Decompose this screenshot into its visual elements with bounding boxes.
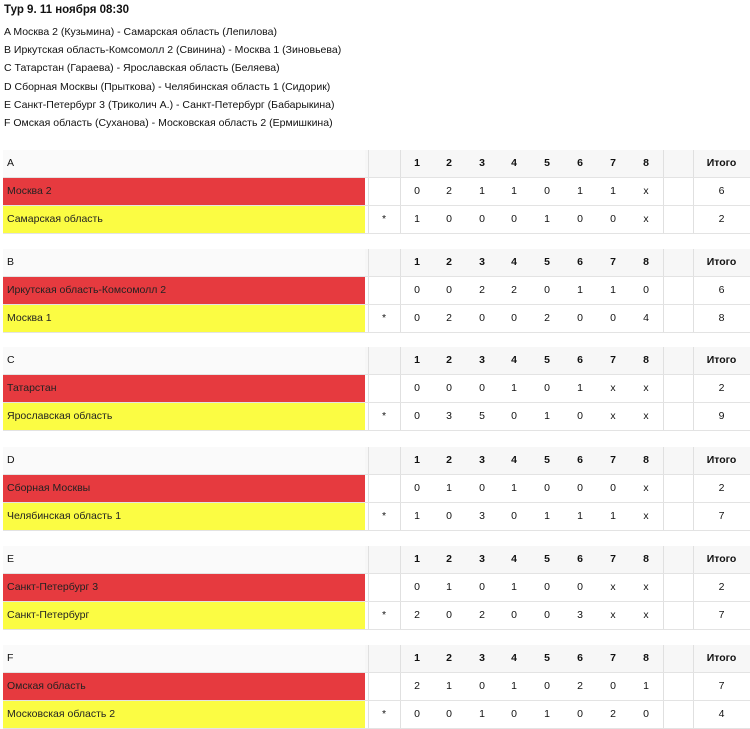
- end-score-3: 0: [479, 680, 485, 692]
- team-row: [3, 403, 750, 431]
- end-score-2: 0: [446, 213, 452, 225]
- end-score-3: 0: [479, 382, 485, 394]
- total-header: Итого: [706, 652, 737, 664]
- cell-divider: [663, 305, 664, 332]
- column-header-6: 6: [577, 157, 583, 169]
- column-header-4: 4: [511, 652, 517, 664]
- cell-divider: [693, 602, 694, 629]
- game-line-a: A Москва 2 (Кузьмина) - Самарская область (Лепилова): [4, 26, 277, 38]
- end-score-5: 1: [544, 213, 550, 225]
- cell-divider: [693, 249, 694, 276]
- column-header-4: 4: [511, 354, 517, 366]
- cell-divider: [368, 277, 369, 304]
- end-score-6: 1: [577, 284, 583, 296]
- cell-divider: [368, 375, 369, 402]
- hammer-marker: *: [381, 609, 387, 621]
- end-score-5: 0: [544, 185, 550, 197]
- cell-divider: [693, 574, 694, 601]
- cell-divider: [693, 475, 694, 502]
- column-header-3: 3: [479, 256, 485, 268]
- end-score-6: 3: [577, 609, 583, 621]
- column-header-7: 7: [610, 553, 616, 565]
- team-row: [3, 574, 750, 602]
- hammer-marker: *: [381, 312, 387, 324]
- cell-divider: [663, 150, 664, 177]
- cell-divider: [693, 701, 694, 728]
- cell-divider: [400, 475, 401, 502]
- score-board-e: [3, 546, 750, 630]
- cell-divider: [368, 602, 369, 629]
- end-score-8: 1: [643, 680, 649, 692]
- end-score-7: 0: [610, 482, 616, 494]
- board-label: F: [3, 645, 365, 672]
- team-name: Московская область 2: [3, 701, 365, 728]
- column-header-5: 5: [544, 553, 550, 565]
- end-score-7: 1: [610, 510, 616, 522]
- cell-divider: [400, 546, 401, 573]
- end-score-4: 1: [511, 680, 517, 692]
- end-score-2: 2: [446, 185, 452, 197]
- cell-divider: [663, 475, 664, 502]
- end-score-6: 0: [577, 410, 583, 422]
- cell-divider: [400, 701, 401, 728]
- team-row: [3, 701, 750, 729]
- column-header-1: 1: [414, 652, 420, 664]
- board-label: B: [3, 249, 365, 276]
- round-title: Тур 9. 11 ноября 08:30: [4, 4, 130, 16]
- end-score-1: 0: [414, 382, 420, 394]
- end-score-1: 1: [414, 213, 420, 225]
- team-total: 7: [718, 510, 725, 522]
- cell-divider: [368, 645, 369, 672]
- team-name: Ярославская область: [3, 403, 365, 430]
- cell-divider: [400, 403, 401, 430]
- column-header-3: 3: [479, 652, 485, 664]
- cell-divider: [663, 673, 664, 700]
- end-score-4: 1: [511, 185, 517, 197]
- team-name: Омская область: [3, 673, 365, 700]
- team-total: 7: [718, 680, 725, 692]
- column-header-8: 8: [643, 354, 649, 366]
- team-total: 2: [718, 213, 725, 225]
- cell-divider: [400, 574, 401, 601]
- end-score-6: 2: [577, 680, 583, 692]
- column-header-6: 6: [577, 454, 583, 466]
- hammer-marker: [369, 574, 399, 601]
- end-score-8: 0: [643, 284, 649, 296]
- cell-divider: [400, 503, 401, 530]
- score-board-d: [3, 447, 750, 531]
- column-header-7: 7: [610, 454, 616, 466]
- total-header: Итого: [706, 553, 737, 565]
- hammer-marker: [369, 673, 399, 700]
- team-name: Челябинская область 1: [3, 503, 365, 530]
- column-header-7: 7: [610, 652, 616, 664]
- games-list: [4, 23, 341, 132]
- end-score-3: 0: [479, 482, 485, 494]
- end-score-8: x: [643, 510, 649, 522]
- end-score-2: 1: [446, 581, 452, 593]
- end-score-8: x: [643, 213, 649, 225]
- end-score-3: 3: [479, 510, 485, 522]
- column-header-1: 1: [414, 454, 420, 466]
- game-line-b: B Иркутская область-Комсомолл 2 (Свинина) - Москва 1 (Зиновьева): [4, 44, 342, 57]
- column-header-4: 4: [511, 454, 517, 466]
- column-header-2: 2: [446, 553, 452, 565]
- cell-divider: [693, 645, 694, 672]
- column-header-1: 1: [414, 553, 420, 565]
- column-header-5: 5: [544, 454, 550, 466]
- column-header-3: 3: [479, 157, 485, 169]
- cell-divider: [368, 403, 369, 430]
- end-score-3: 2: [479, 609, 485, 621]
- end-score-6: 1: [577, 382, 583, 394]
- team-total: 2: [718, 581, 725, 593]
- end-score-5: 1: [544, 510, 550, 522]
- board-header-row: [3, 645, 750, 673]
- column-header-2: 2: [446, 652, 452, 664]
- game-line-d: D Сборная Москвы (Прыткова) - Челябинская область 1 (Сидорик): [4, 80, 331, 93]
- end-score-8: x: [643, 410, 649, 422]
- cell-divider: [400, 602, 401, 629]
- end-score-7: 1: [610, 284, 616, 296]
- end-score-1: 0: [414, 284, 420, 296]
- team-name: Татарстан: [3, 375, 365, 402]
- end-score-7: 2: [610, 708, 616, 720]
- end-score-2: 0: [446, 510, 452, 522]
- hammer-marker: *: [381, 213, 387, 225]
- column-header-5: 5: [544, 652, 550, 664]
- cell-divider: [693, 403, 694, 430]
- cell-divider: [400, 249, 401, 276]
- cell-divider: [663, 277, 664, 304]
- end-score-1: 2: [414, 680, 420, 692]
- cell-divider: [368, 206, 369, 233]
- board-label: E: [3, 546, 365, 573]
- end-score-5: 0: [544, 609, 550, 621]
- end-score-5: 1: [544, 410, 550, 422]
- column-header-8: 8: [643, 553, 649, 565]
- end-score-6: 0: [577, 312, 583, 324]
- cell-divider: [400, 673, 401, 700]
- team-name: Санкт-Петербург: [3, 602, 365, 629]
- hammer-marker: *: [381, 510, 387, 522]
- end-score-8: x: [643, 185, 649, 197]
- cell-divider: [663, 249, 664, 276]
- cell-divider: [368, 249, 369, 276]
- board-header-row: [3, 546, 750, 574]
- end-score-7: x: [610, 609, 616, 621]
- cell-divider: [693, 305, 694, 332]
- hammer-marker: *: [381, 410, 387, 422]
- cell-divider: [663, 701, 664, 728]
- cell-divider: [368, 673, 369, 700]
- end-score-1: 0: [414, 185, 420, 197]
- end-score-7: 0: [610, 213, 616, 225]
- board-header-row: [3, 347, 750, 375]
- cell-divider: [368, 503, 369, 530]
- cell-divider: [400, 305, 401, 332]
- end-score-4: 0: [511, 213, 517, 225]
- team-total: 6: [718, 284, 725, 296]
- cell-divider: [693, 375, 694, 402]
- end-score-2: 3: [446, 410, 452, 422]
- column-header-8: 8: [643, 256, 649, 268]
- cell-divider: [663, 347, 664, 374]
- cell-divider: [400, 375, 401, 402]
- column-header-3: 3: [479, 354, 485, 366]
- board-header-row: [3, 447, 750, 475]
- cell-divider: [368, 178, 369, 205]
- board-label: C: [3, 347, 365, 374]
- cell-divider: [693, 503, 694, 530]
- end-score-2: 0: [446, 382, 452, 394]
- column-header-4: 4: [511, 553, 517, 565]
- team-row: [3, 503, 750, 531]
- hammer-marker: *: [381, 708, 387, 720]
- column-header-3: 3: [479, 553, 485, 565]
- hammer-marker: [369, 375, 399, 402]
- end-score-5: 0: [544, 284, 550, 296]
- cell-divider: [663, 546, 664, 573]
- game-line-c: C Татарстан (Гараева) - Ярославская область (Беляева): [4, 62, 280, 75]
- end-score-3: 5: [479, 410, 485, 422]
- total-header: Итого: [706, 454, 737, 466]
- cell-divider: [693, 150, 694, 177]
- cell-divider: [693, 178, 694, 205]
- end-score-8: x: [643, 382, 649, 394]
- cell-divider: [663, 206, 664, 233]
- score-board-b: [3, 249, 750, 333]
- end-score-3: 0: [479, 213, 485, 225]
- cell-divider: [663, 503, 664, 530]
- cell-divider: [663, 403, 664, 430]
- end-score-2: 2: [446, 312, 452, 324]
- end-score-4: 0: [511, 708, 517, 720]
- column-header-8: 8: [643, 157, 649, 169]
- end-score-2: 1: [446, 680, 452, 692]
- end-score-7: x: [610, 410, 616, 422]
- game-line-e: E Санкт-Петербург 3 (Триколич А.) - Санкт-Петербург (Бабарыкина): [4, 98, 335, 111]
- column-header-1: 1: [414, 354, 420, 366]
- column-header-1: 1: [414, 256, 420, 268]
- end-score-2: 0: [446, 609, 452, 621]
- team-total: 9: [718, 410, 725, 422]
- score-board-f: [3, 645, 750, 729]
- column-header-3: 3: [479, 454, 485, 466]
- end-score-3: 2: [479, 284, 485, 296]
- team-name: Самарская область: [3, 206, 365, 233]
- board-label: D: [3, 447, 365, 474]
- cell-divider: [400, 347, 401, 374]
- game-line-f: F Омская область (Суханова) - Московская область 2 (Ермишкина): [4, 117, 333, 130]
- cell-divider: [693, 546, 694, 573]
- column-header-7: 7: [610, 157, 616, 169]
- end-score-8: 0: [643, 708, 649, 720]
- column-header-4: 4: [511, 256, 517, 268]
- team-name: Москва 2: [3, 178, 365, 205]
- column-header-6: 6: [577, 354, 583, 366]
- cell-divider: [693, 277, 694, 304]
- end-score-2: 1: [446, 482, 452, 494]
- end-score-8: 4: [643, 312, 649, 324]
- hammer-marker: [369, 178, 399, 205]
- cell-divider: [368, 447, 369, 474]
- end-score-2: 0: [446, 284, 452, 296]
- board-label: A: [3, 150, 365, 177]
- end-score-3: 0: [479, 312, 485, 324]
- cell-divider: [400, 447, 401, 474]
- end-score-1: 0: [414, 312, 420, 324]
- end-score-1: 0: [414, 581, 420, 593]
- column-header-2: 2: [446, 454, 452, 466]
- team-name: Санкт-Петербург 3: [3, 574, 365, 601]
- total-header: Итого: [706, 354, 737, 366]
- column-header-8: 8: [643, 652, 649, 664]
- cell-divider: [400, 645, 401, 672]
- end-score-5: 1: [544, 708, 550, 720]
- team-total: 2: [718, 482, 725, 494]
- team-row: [3, 277, 750, 305]
- cell-divider: [368, 305, 369, 332]
- team-total: 2: [718, 382, 725, 394]
- cell-divider: [663, 574, 664, 601]
- end-score-7: 1: [610, 185, 616, 197]
- end-score-2: 0: [446, 708, 452, 720]
- end-score-3: 0: [479, 581, 485, 593]
- team-row: [3, 178, 750, 206]
- end-score-1: 2: [414, 609, 420, 621]
- end-score-1: 0: [414, 482, 420, 494]
- hammer-marker: [369, 475, 399, 502]
- end-score-4: 0: [511, 609, 517, 621]
- end-score-5: 0: [544, 581, 550, 593]
- end-score-8: x: [643, 609, 649, 621]
- team-row: [3, 475, 750, 503]
- column-header-1: 1: [414, 157, 420, 169]
- end-score-7: x: [610, 581, 616, 593]
- cell-divider: [368, 347, 369, 374]
- end-score-5: 0: [544, 382, 550, 394]
- board-header-row: [3, 150, 750, 178]
- column-header-6: 6: [577, 553, 583, 565]
- column-header-4: 4: [511, 157, 517, 169]
- column-header-5: 5: [544, 256, 550, 268]
- cell-divider: [663, 447, 664, 474]
- team-name: Иркутская область-Комсомолл 2: [3, 277, 365, 304]
- end-score-4: 2: [511, 284, 517, 296]
- hammer-marker: [369, 277, 399, 304]
- cell-divider: [663, 602, 664, 629]
- end-score-5: 0: [544, 482, 550, 494]
- end-score-4: 0: [511, 312, 517, 324]
- column-header-5: 5: [544, 354, 550, 366]
- column-header-5: 5: [544, 157, 550, 169]
- cell-divider: [400, 206, 401, 233]
- team-total: 6: [718, 185, 725, 197]
- end-score-8: x: [643, 482, 649, 494]
- team-row: [3, 673, 750, 701]
- team-name: Сборная Москвы: [3, 475, 365, 502]
- column-header-6: 6: [577, 256, 583, 268]
- total-header: Итого: [706, 157, 737, 169]
- cell-divider: [663, 375, 664, 402]
- end-score-4: 0: [511, 410, 517, 422]
- end-score-6: 1: [577, 185, 583, 197]
- column-header-6: 6: [577, 652, 583, 664]
- end-score-4: 1: [511, 382, 517, 394]
- team-total: 7: [718, 609, 725, 621]
- cell-divider: [368, 475, 369, 502]
- cell-divider: [368, 546, 369, 573]
- column-header-2: 2: [446, 256, 452, 268]
- end-score-4: 1: [511, 581, 517, 593]
- cell-divider: [693, 447, 694, 474]
- cell-divider: [400, 277, 401, 304]
- score-board-a: [3, 150, 750, 234]
- end-score-3: 1: [479, 708, 485, 720]
- cell-divider: [368, 701, 369, 728]
- end-score-7: 0: [610, 312, 616, 324]
- cell-divider: [693, 206, 694, 233]
- column-header-7: 7: [610, 354, 616, 366]
- end-score-1: 0: [414, 410, 420, 422]
- end-score-5: 2: [544, 312, 550, 324]
- team-name: Москва 1: [3, 305, 365, 332]
- end-score-1: 1: [414, 510, 420, 522]
- end-score-8: x: [643, 581, 649, 593]
- team-row: [3, 375, 750, 403]
- column-header-2: 2: [446, 354, 452, 366]
- team-row: [3, 305, 750, 333]
- cell-divider: [663, 178, 664, 205]
- board-header-row: [3, 249, 750, 277]
- end-score-7: 0: [610, 680, 616, 692]
- score-board-c: [3, 347, 750, 431]
- team-row: [3, 602, 750, 630]
- column-header-2: 2: [446, 157, 452, 169]
- cell-divider: [693, 673, 694, 700]
- cell-divider: [400, 150, 401, 177]
- end-score-1: 0: [414, 708, 420, 720]
- end-score-6: 1: [577, 510, 583, 522]
- team-total: 8: [718, 312, 725, 324]
- total-header: Итого: [706, 256, 737, 268]
- cell-divider: [368, 574, 369, 601]
- cell-divider: [368, 150, 369, 177]
- column-header-7: 7: [610, 256, 616, 268]
- team-total: 4: [718, 708, 725, 720]
- end-score-3: 1: [479, 185, 485, 197]
- cell-divider: [693, 347, 694, 374]
- end-score-4: 1: [511, 482, 517, 494]
- cell-divider: [400, 178, 401, 205]
- end-score-7: x: [610, 382, 616, 394]
- end-score-5: 0: [544, 680, 550, 692]
- column-header-8: 8: [643, 454, 649, 466]
- end-score-6: 0: [577, 482, 583, 494]
- end-score-6: 0: [577, 581, 583, 593]
- cell-divider: [663, 645, 664, 672]
- end-score-6: 0: [577, 708, 583, 720]
- end-score-6: 0: [577, 213, 583, 225]
- team-row: [3, 206, 750, 234]
- end-score-4: 0: [511, 510, 517, 522]
